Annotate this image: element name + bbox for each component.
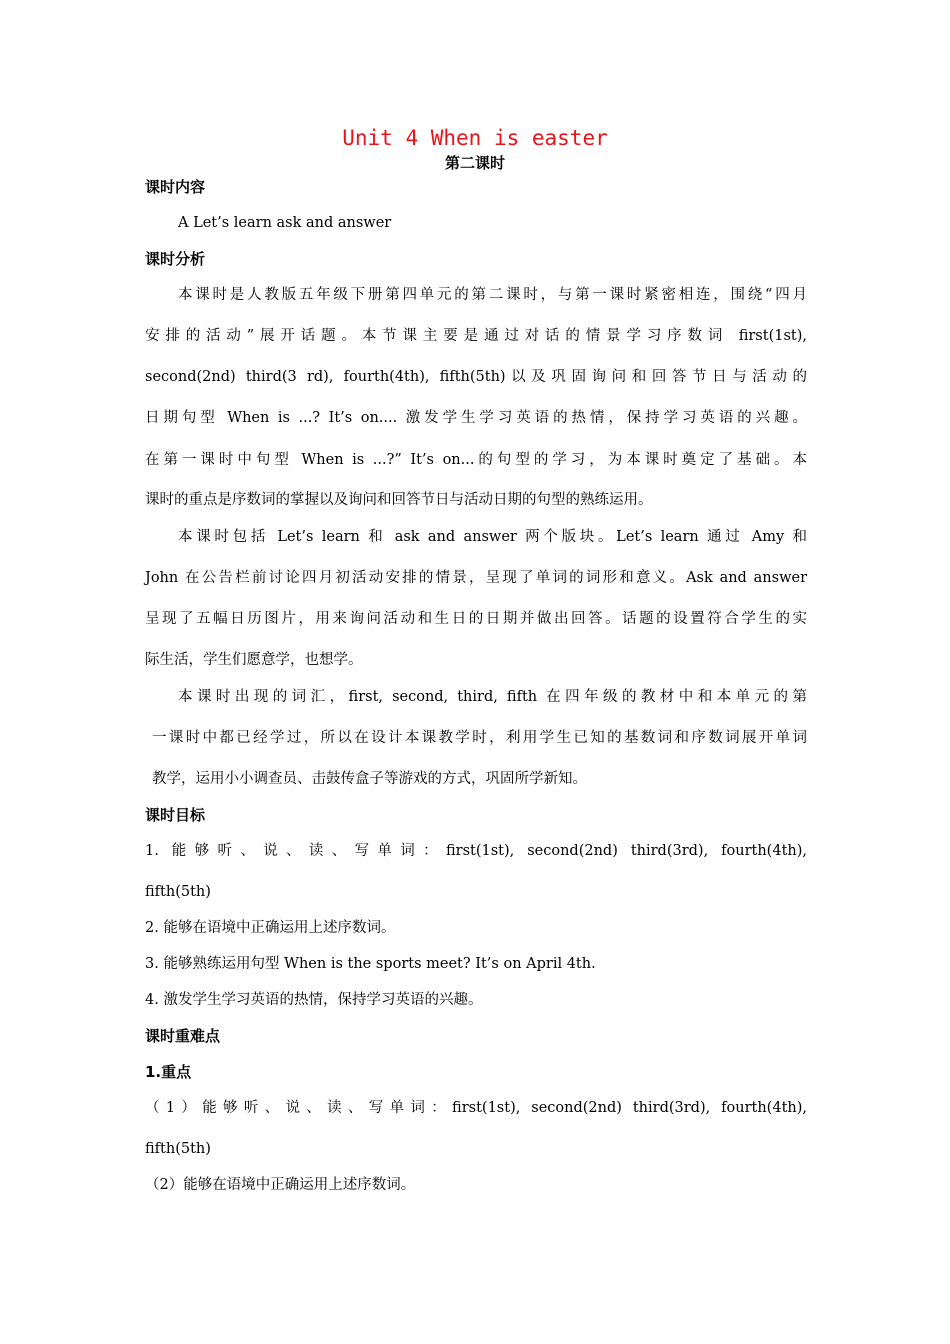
analysis-line: 际生活，学生们愿意学，也想学。 <box>145 652 363 668</box>
key-points-subheading: 1.重点 <box>145 1063 192 1081</box>
analysis-heading: 课时分析 <box>145 250 206 268</box>
key-point-item: （1）能够听、说、读、写单词：first(1st), second(2nd) third(3rd), fourth(4th), <box>145 1100 807 1116</box>
analysis-line: 本课时包括 Let’s learn 和 ask and answer 两个版块。Let’s learn 通过 Amy 和 <box>178 529 807 545</box>
analysis-line: 日期句型 When is ...? It’s on.... 激发学生学习英语的热情，保持学习英语的兴趣。 <box>145 410 807 426</box>
goal-item: 4. 激发学生学习英语的热情，保持学习英语的兴趣。 <box>145 992 483 1008</box>
document-title: Unit 4 When is easter <box>342 126 608 150</box>
analysis-line: 教学，运用小小调查员、击鼓传盒子等游戏的方式，巩固所学新知。 <box>152 771 587 787</box>
analysis-line: John 在公告栏前讨论四月初活动安排的情景，呈现了单词的词形和意义。Ask and answer <box>145 570 807 586</box>
analysis-line: 呈现了五幅日历图片，用来询问活动和生日的日期并做出回答。话题的设置符合学生的实 <box>145 611 807 627</box>
analysis-line: second(2nd) third(3 rd), fourth(4th), fifth(5th)以及巩固询问和回答节日与活动的 <box>145 369 807 385</box>
key-point-item: fifth(5th) <box>145 1141 211 1157</box>
analysis-line: 本课时出现的词汇，first, second, third, fifth 在四年级的教材中和本单元的第 <box>178 689 807 705</box>
key-points-heading: 课时重难点 <box>145 1027 221 1045</box>
analysis-line: 课时的重点是序数词的掌握以及询问和回答节日与活动日期的句型的熟练运用。 <box>145 492 653 508</box>
analysis-line: 一课时中都已经学过，所以在设计本课教学时，利用学生已知的基数词和序数词展开单词 <box>152 730 807 746</box>
goal-item: fifth(5th) <box>145 884 211 900</box>
goal-item: 3. 能够熟练运用句型 When is the sports meet? It’s on April 4th. <box>145 956 596 972</box>
goal-item: 2. 能够在语境中正确运用上述序数词。 <box>145 920 396 936</box>
goal-item: 1. 能够听、说、读、写单词：first(1st), second(2nd) third(3rd), fourth(4th), <box>145 843 807 859</box>
lesson-subtitle: 第二课时 <box>444 154 505 172</box>
key-point-item: （2）能够在语境中正确运用上述序数词。 <box>145 1177 416 1193</box>
content-heading: 课时内容 <box>145 178 206 196</box>
analysis-line: 本课时是人教版五年级下册第四单元的第二课时，与第一课时紧密相连，围绕“四月 <box>178 287 807 303</box>
content-text: A Let’s learn ask and answer <box>178 215 392 231</box>
analysis-line: 在第一课时中句型 When is ...?” It’s on...的句型的学习，为本课时奠定了基础。本 <box>145 452 807 468</box>
goals-heading: 课时目标 <box>145 806 206 824</box>
analysis-line: 安排的活动”展开话题。本节课主要是通过对话的情景学习序数词 first(1st), <box>145 328 807 344</box>
